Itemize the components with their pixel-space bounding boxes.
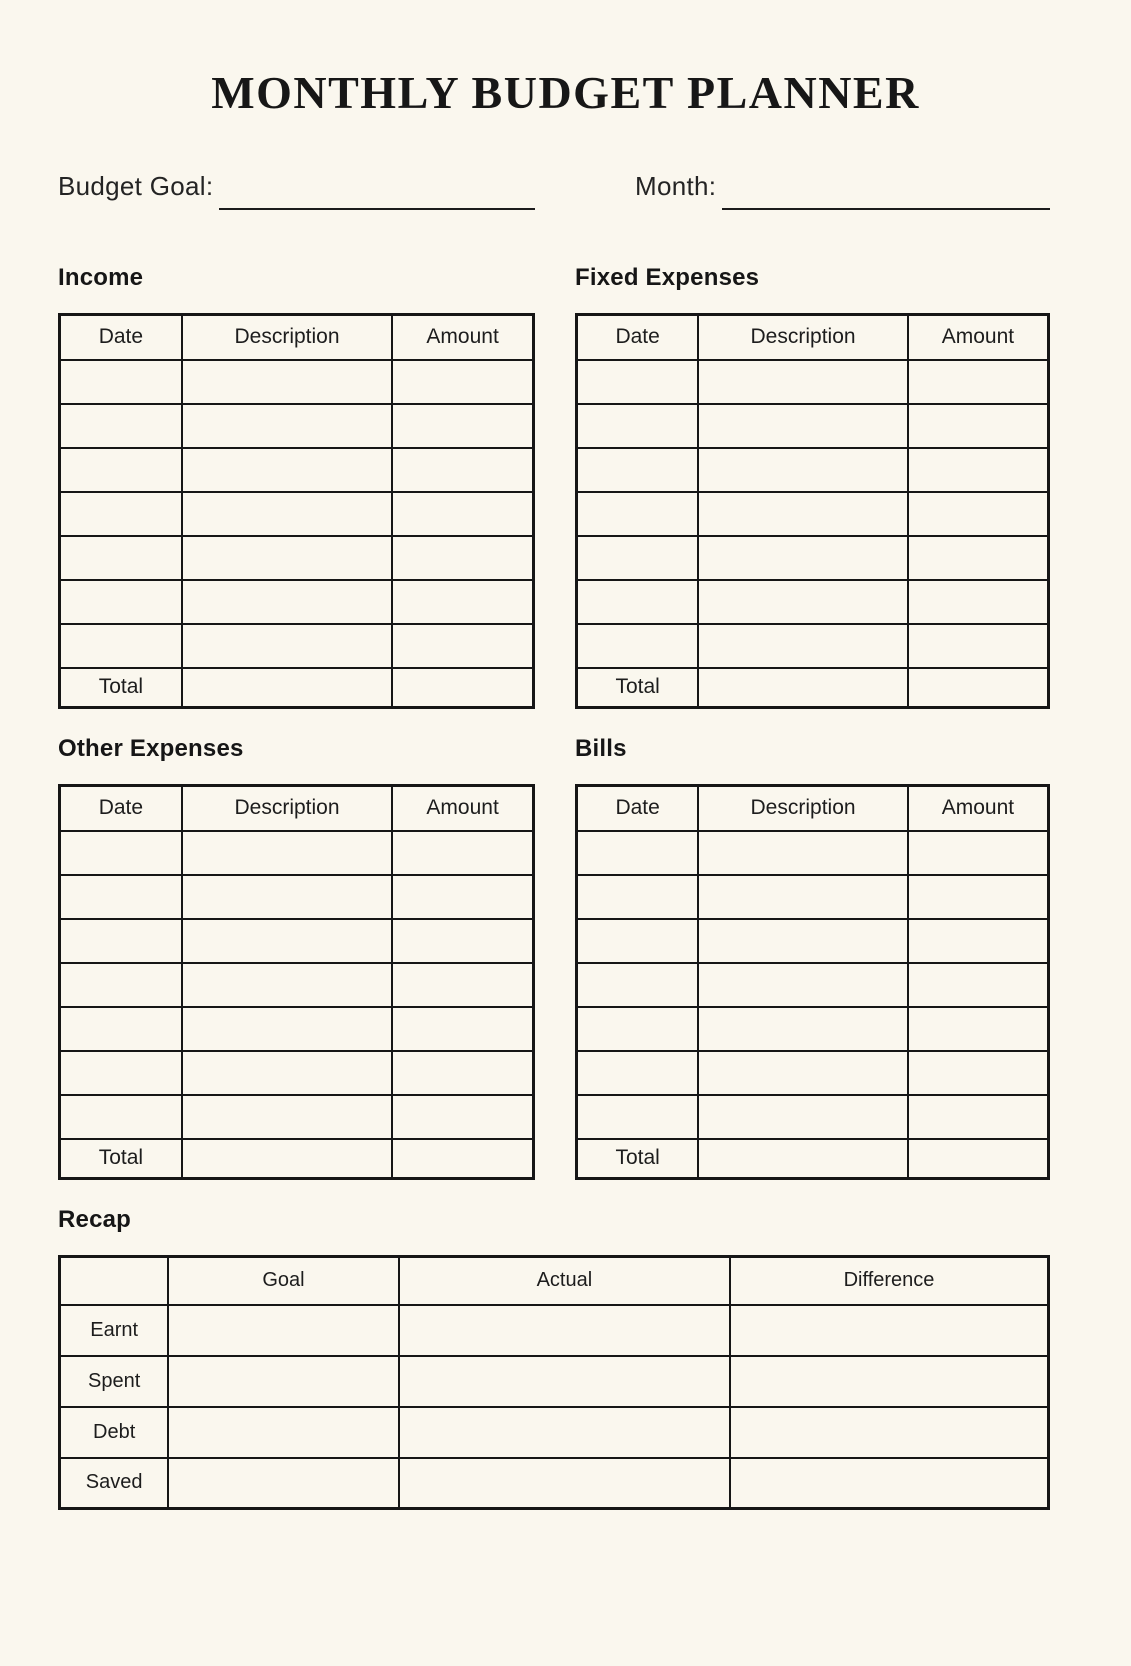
recap-row-saved [60,1458,1049,1509]
empty-cell [392,624,533,668]
empty-cell [60,360,182,404]
other-expenses-heading: Other Expenses [58,735,244,762]
empty-cell [698,831,908,875]
table-row [60,492,534,536]
table-row [60,536,534,580]
table-row [577,360,1049,404]
date-column-header: Date [60,786,182,831]
empty-cell [392,536,533,580]
debt-row-label: Debt [60,1407,169,1458]
empty-cell [392,963,533,1007]
empty-cell [182,1095,392,1139]
empty-cell [60,1007,182,1051]
empty-cell [60,580,182,624]
empty-cell [182,963,392,1007]
actual-column-header: Actual [399,1257,730,1305]
bills-section [575,735,1050,1180]
table-row [60,580,534,624]
recap-header-row [60,1257,1049,1305]
empty-cell [698,404,908,448]
empty-cell [182,360,392,404]
budget-goal-field [58,171,535,202]
earnt-row-label: Earnt [60,1305,169,1356]
income-table [58,313,535,709]
empty-cell [908,919,1049,963]
budget-goal-line [219,208,535,210]
empty-cell [60,831,182,875]
fixed-expenses-table-body [577,360,1049,668]
empty-cell [399,1305,730,1356]
empty-cell [698,624,908,668]
description-column-header: Description [698,786,908,831]
bills-table-body [577,831,1049,1139]
table-row [577,831,1049,875]
amount-column-header: Amount [908,315,1049,360]
table-row [60,875,534,919]
recap-section [58,1206,1050,1510]
table-header-row [60,786,534,831]
empty-cell [168,1305,398,1356]
tables-grid [58,264,1050,1180]
empty-cell [182,1139,392,1179]
empty-cell [182,624,392,668]
amount-column-header: Amount [392,315,533,360]
budget-goal-label: Budget Goal: [58,171,214,201]
empty-cell [698,963,908,1007]
empty-cell [168,1458,398,1509]
recap-row-debt [60,1407,1049,1458]
date-column-header: Date [577,315,699,360]
total-row [60,1139,534,1179]
empty-cell [908,1007,1049,1051]
table-row [60,1051,534,1095]
empty-cell [60,536,182,580]
empty-cell [908,536,1049,580]
empty-cell [392,360,533,404]
empty-cell [392,1007,533,1051]
description-column-header: Description [698,315,908,360]
description-column-header: Description [182,315,392,360]
empty-cell [577,580,699,624]
other-expenses-table-body [60,831,534,1139]
empty-cell [577,404,699,448]
empty-cell [392,1139,533,1179]
empty-cell [908,875,1049,919]
empty-cell [577,1007,699,1051]
empty-cell [392,448,533,492]
recap-corner-cell [60,1257,169,1305]
table-row [577,492,1049,536]
empty-cell [908,580,1049,624]
bills-table [575,784,1050,1180]
empty-cell [908,624,1049,668]
empty-cell [577,1095,699,1139]
total-row [577,1139,1049,1179]
empty-cell [182,1051,392,1095]
recap-heading: Recap [58,1206,132,1233]
empty-cell [182,580,392,624]
empty-cell [60,875,182,919]
empty-cell [698,1007,908,1051]
table-row [577,875,1049,919]
goal-column-header: Goal [168,1257,398,1305]
table-row [577,1007,1049,1051]
empty-cell [577,831,699,875]
difference-column-header: Difference [730,1257,1048,1305]
table-row [60,919,534,963]
empty-cell [908,492,1049,536]
empty-cell [60,404,182,448]
empty-cell [392,580,533,624]
table-row [60,624,534,668]
table-row [60,1007,534,1051]
empty-cell [908,963,1049,1007]
recap-row-spent [60,1356,1049,1407]
table-row [60,963,534,1007]
empty-cell [182,668,392,708]
empty-cell [392,668,533,708]
fixed-expenses-heading: Fixed Expenses [575,264,760,291]
table-row [577,404,1049,448]
empty-cell [908,1095,1049,1139]
total-label: Total [60,1139,182,1179]
spent-row-label: Spent [60,1356,169,1407]
other-expenses-section [58,735,535,1180]
empty-cell [392,875,533,919]
empty-cell [908,831,1049,875]
empty-cell [60,919,182,963]
empty-cell [182,448,392,492]
table-row [60,448,534,492]
table-row [577,536,1049,580]
empty-cell [908,1051,1049,1095]
total-label: Total [577,668,699,708]
date-column-header: Date [60,315,182,360]
income-table-body [60,360,534,668]
empty-cell [392,919,533,963]
empty-cell [577,360,699,404]
empty-cell [168,1356,398,1407]
empty-cell [399,1458,730,1509]
empty-cell [182,536,392,580]
empty-cell [908,1139,1049,1179]
table-row [577,1095,1049,1139]
fixed-expenses-table [575,313,1050,709]
table-row [577,919,1049,963]
empty-cell [698,1139,908,1179]
empty-cell [577,875,699,919]
saved-row-label: Saved [60,1458,169,1509]
empty-cell [730,1458,1048,1509]
empty-cell [577,624,699,668]
empty-cell [577,919,699,963]
table-row [577,448,1049,492]
empty-cell [730,1305,1048,1356]
empty-cell [182,875,392,919]
empty-cell [392,1095,533,1139]
empty-cell [392,1051,533,1095]
table-header-row [60,315,534,360]
table-row [577,624,1049,668]
income-heading: Income [58,264,144,291]
amount-column-header: Amount [908,786,1049,831]
empty-cell [182,404,392,448]
empty-cell [182,1007,392,1051]
empty-cell [908,668,1049,708]
header-fields [58,171,1050,202]
empty-cell [698,668,908,708]
empty-cell [399,1407,730,1458]
table-row [60,360,534,404]
empty-cell [392,831,533,875]
income-section [58,264,535,709]
empty-cell [182,492,392,536]
amount-column-header: Amount [392,786,533,831]
table-row [60,404,534,448]
empty-cell [392,404,533,448]
empty-cell [908,404,1049,448]
month-label: Month: [635,171,717,201]
recap-table [58,1255,1050,1510]
table-header-row [577,315,1049,360]
empty-cell [698,360,908,404]
empty-cell [908,448,1049,492]
table-row [60,831,534,875]
other-expenses-table [58,784,535,1180]
empty-cell [698,1095,908,1139]
empty-cell [698,875,908,919]
empty-cell [60,1051,182,1095]
total-row [577,668,1049,708]
empty-cell [182,831,392,875]
empty-cell [730,1356,1048,1407]
total-label: Total [577,1139,699,1179]
budget-planner-page [0,66,1131,1666]
date-column-header: Date [577,786,699,831]
table-header-row [577,786,1049,831]
fixed-expenses-section [575,264,1050,709]
empty-cell [698,448,908,492]
empty-cell [182,919,392,963]
description-column-header: Description [182,786,392,831]
month-field [635,171,1050,202]
empty-cell [60,492,182,536]
recap-row-earnt [60,1305,1049,1356]
page-title: MONTHLY BUDGET PLANNER [211,67,920,118]
empty-cell [698,492,908,536]
empty-cell [698,536,908,580]
total-row [60,668,534,708]
empty-cell [60,624,182,668]
empty-cell [698,919,908,963]
empty-cell [168,1407,398,1458]
table-row [60,1095,534,1139]
total-label: Total [60,668,182,708]
table-row [577,963,1049,1007]
empty-cell [698,1051,908,1095]
empty-cell [577,963,699,1007]
table-row [577,580,1049,624]
empty-cell [60,1095,182,1139]
empty-cell [577,536,699,580]
empty-cell [698,580,908,624]
table-row [577,1051,1049,1095]
empty-cell [60,448,182,492]
bills-heading: Bills [575,735,627,762]
empty-cell [577,448,699,492]
month-line [722,208,1050,210]
empty-cell [60,963,182,1007]
empty-cell [577,1051,699,1095]
empty-cell [577,492,699,536]
empty-cell [730,1407,1048,1458]
empty-cell [399,1356,730,1407]
empty-cell [392,492,533,536]
empty-cell [908,360,1049,404]
